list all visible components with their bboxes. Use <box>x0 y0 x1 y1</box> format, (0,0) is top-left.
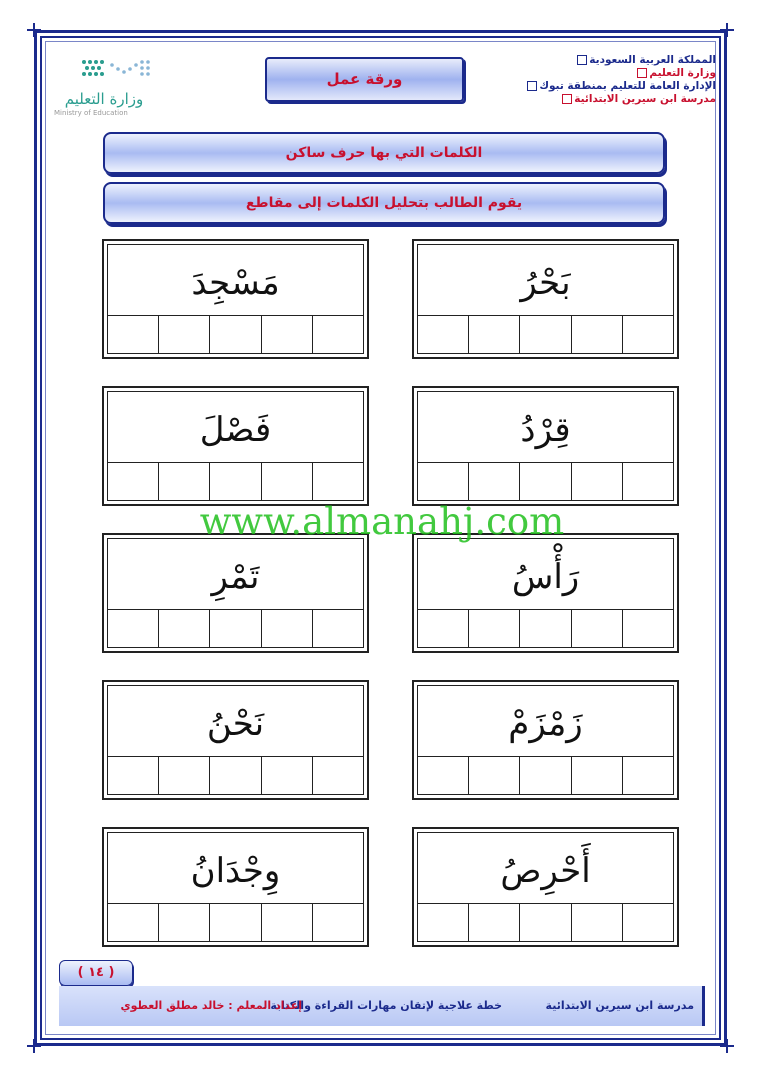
word-card <box>412 386 679 506</box>
syllable-cell[interactable] <box>519 904 570 941</box>
word-text: مَسْجِدَ <box>191 263 280 303</box>
syllable-cell[interactable] <box>209 610 260 647</box>
syllable-cells[interactable] <box>418 903 673 941</box>
word-text: رَأْسُ <box>511 557 580 597</box>
syllable-cell[interactable] <box>519 757 570 794</box>
worksheet-title: ورقة عمل <box>265 57 464 102</box>
syllable-cell[interactable] <box>312 463 363 500</box>
syllable-cell[interactable] <box>312 904 363 941</box>
syllable-cells[interactable] <box>418 756 673 794</box>
syllable-cell[interactable] <box>312 610 363 647</box>
word-card <box>102 827 369 947</box>
instruction-banner: يقوم الطالب بتحليل الكلمات إلى مقاطع <box>103 182 665 224</box>
syllable-cell[interactable] <box>622 904 673 941</box>
syllable-cell[interactable] <box>261 316 312 353</box>
syllable-cell[interactable] <box>108 463 158 500</box>
syllable-cell[interactable] <box>622 610 673 647</box>
logo-english-text: Ministry of Education <box>54 109 128 117</box>
checkbox-icon <box>527 81 537 91</box>
syllable-cell[interactable] <box>571 757 622 794</box>
syllable-cell[interactable] <box>108 610 158 647</box>
syllable-cell[interactable] <box>622 316 673 353</box>
syllable-cell[interactable] <box>108 904 158 941</box>
syllable-cell[interactable] <box>468 463 519 500</box>
footer-bar <box>59 986 705 1026</box>
syllable-cell[interactable] <box>418 757 468 794</box>
word-text: قِرْدُ <box>520 410 571 450</box>
logo-arabic-text: وزارة التعليم <box>64 90 144 108</box>
syllable-cell[interactable] <box>468 757 519 794</box>
checkbox-icon <box>577 55 587 65</box>
syllable-cell[interactable] <box>158 904 209 941</box>
corner-ornament <box>27 1039 41 1053</box>
syllable-cell[interactable] <box>519 610 570 647</box>
corner-ornament <box>27 23 41 37</box>
syllable-cell[interactable] <box>261 904 312 941</box>
syllable-cell[interactable] <box>261 463 312 500</box>
topic-banner: الكلمات التي بها حرف ساكن <box>103 132 665 174</box>
syllable-cell[interactable] <box>108 757 158 794</box>
syllable-cell[interactable] <box>468 610 519 647</box>
syllable-cells[interactable] <box>418 609 673 647</box>
word-card <box>412 239 679 359</box>
checkbox-icon <box>637 68 647 78</box>
footer-plan: خطة علاجية لإتقان مهارات القراءة والكتابة . <box>262 999 502 1012</box>
word-text: وِجْدَانُ <box>190 851 281 891</box>
syllable-cell[interactable] <box>468 316 519 353</box>
syllable-cell[interactable] <box>468 904 519 941</box>
syllable-cell[interactable] <box>519 463 570 500</box>
word-card <box>102 533 369 653</box>
watermark-text: www.almanahj.com <box>199 500 565 543</box>
word-card <box>102 386 369 506</box>
syllable-cell[interactable] <box>312 757 363 794</box>
ministry-logo <box>54 56 154 122</box>
syllable-cells[interactable] <box>108 315 363 353</box>
word-card <box>102 680 369 800</box>
syllable-cell[interactable] <box>571 463 622 500</box>
syllable-cell[interactable] <box>418 463 468 500</box>
word-text: زَمْزَمْ <box>508 704 583 744</box>
syllable-cells[interactable] <box>108 903 363 941</box>
syllable-cell[interactable] <box>209 463 260 500</box>
syllable-cells[interactable] <box>418 462 673 500</box>
word-card <box>412 533 679 653</box>
syllable-cells[interactable] <box>108 756 363 794</box>
syllable-cell[interactable] <box>158 610 209 647</box>
logo-dots-icon <box>78 56 154 84</box>
syllable-cell[interactable] <box>571 316 622 353</box>
footer-school: مدرسة ابن سيرين الابتدائية <box>545 999 694 1012</box>
word-card <box>412 827 679 947</box>
word-text: بَحْرُ <box>520 263 571 303</box>
syllable-cell[interactable] <box>418 610 468 647</box>
page-number: ( ١٤ ) <box>59 960 133 986</box>
header-kingdom: المملكة العربية السعودية <box>589 54 716 66</box>
word-text: أَحْرِصُ <box>500 851 591 891</box>
footer-teacher: إعداد المعلم : خالد مطلق العطوي <box>120 999 302 1012</box>
syllable-cells[interactable] <box>108 609 363 647</box>
syllable-cell[interactable] <box>209 904 260 941</box>
syllable-cell[interactable] <box>418 904 468 941</box>
syllable-cell[interactable] <box>209 316 260 353</box>
syllable-cell[interactable] <box>418 316 468 353</box>
corner-ornament <box>720 23 734 37</box>
syllable-cell[interactable] <box>312 316 363 353</box>
syllable-cell[interactable] <box>261 757 312 794</box>
checkbox-icon <box>562 94 572 104</box>
word-text: فَصْلَ <box>199 410 272 450</box>
syllable-cells[interactable] <box>418 315 673 353</box>
word-text: نَحْنُ <box>206 704 265 744</box>
syllable-cell[interactable] <box>158 757 209 794</box>
syllable-cell[interactable] <box>519 316 570 353</box>
word-text: تَمْرِ <box>211 557 260 597</box>
corner-ornament <box>720 1039 734 1053</box>
syllable-cell[interactable] <box>261 610 312 647</box>
syllable-cell[interactable] <box>158 463 209 500</box>
syllable-cell[interactable] <box>108 316 158 353</box>
word-card <box>412 680 679 800</box>
syllable-cell[interactable] <box>158 316 209 353</box>
syllable-cell[interactable] <box>622 463 673 500</box>
syllable-cell[interactable] <box>571 904 622 941</box>
syllable-cell[interactable] <box>571 610 622 647</box>
word-card <box>102 239 369 359</box>
syllable-cell[interactable] <box>622 757 673 794</box>
header-school: مدرسة ابن سيرين الابتدائية <box>574 93 716 105</box>
syllable-cells[interactable] <box>108 462 363 500</box>
school-header <box>496 54 716 106</box>
header-ministry: وزارة التعليم <box>649 67 716 79</box>
header-directorate: الإدارة العامة للتعليم بمنطقة تبوك <box>539 80 716 92</box>
syllable-cell[interactable] <box>209 757 260 794</box>
